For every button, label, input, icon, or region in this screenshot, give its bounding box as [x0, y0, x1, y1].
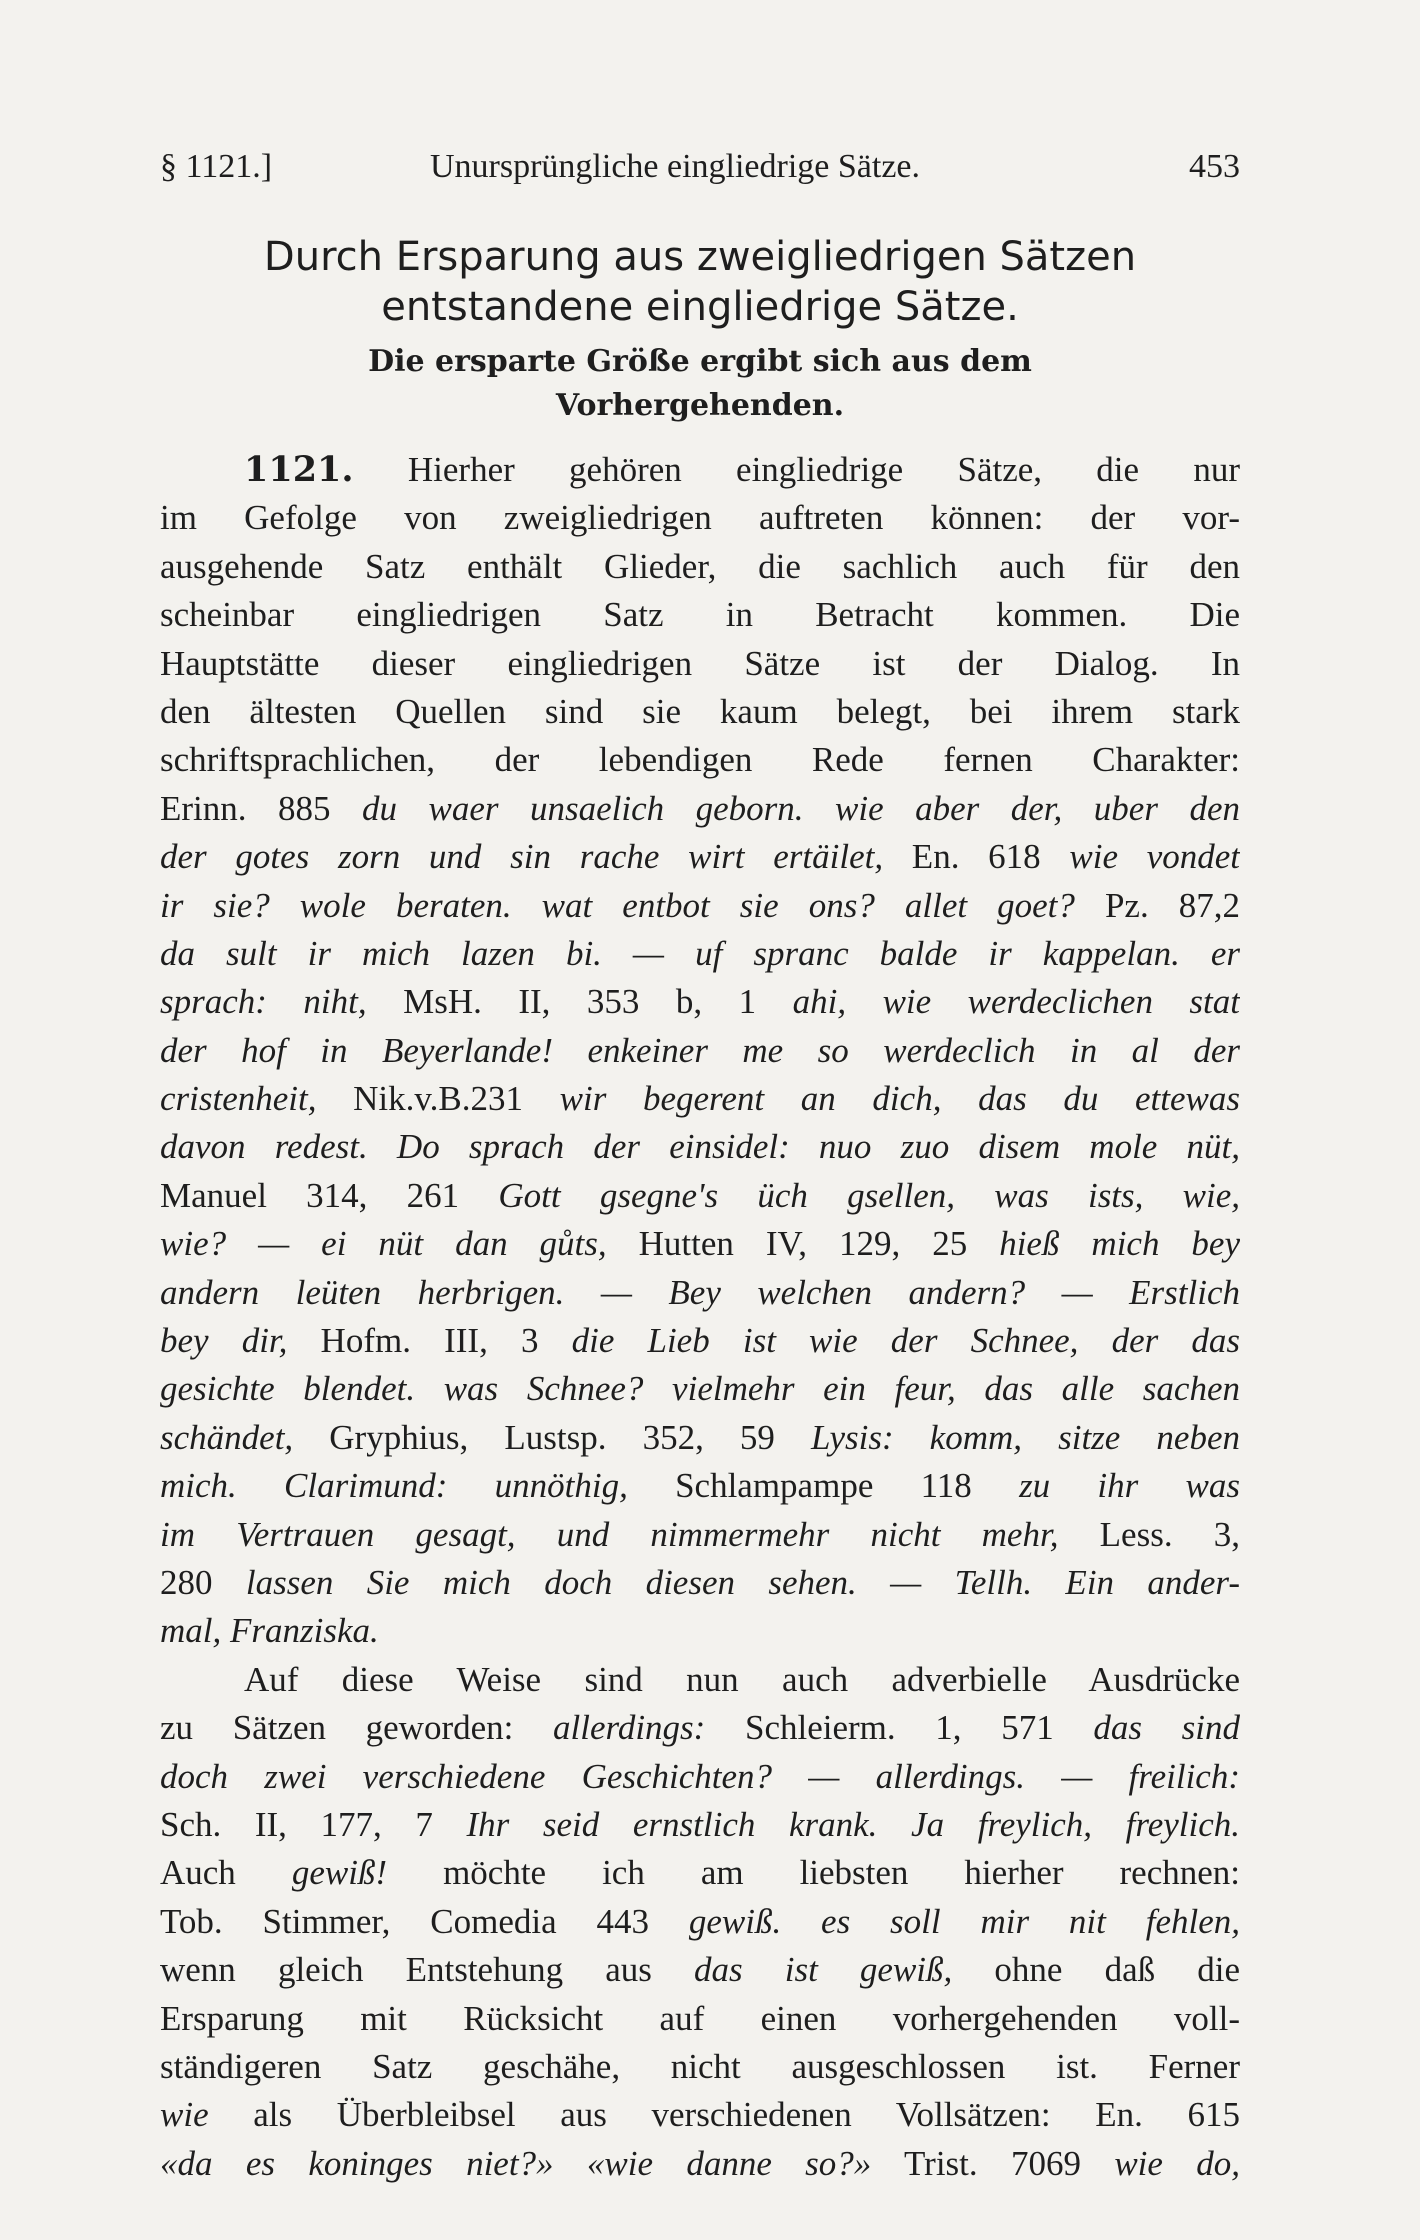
text-line: Ersparung mit Rücksicht auf einen vorhergehenden voll-: [160, 1998, 1240, 2038]
text-line: der gotes zorn und sin rache wirt ertäilet, En. 618 wie vondet: [160, 837, 1240, 877]
text-line: mal, Franziska.: [160, 1611, 379, 1651]
text-line: Sch. II, 177, 7 Ihr seid ernstlich krank. Ja freylich, freylich.: [160, 1804, 1240, 1844]
text-line: zu Sätzen geworden: allerdings: Schleierm. 1, 571 das sind: [160, 1708, 1240, 1748]
text-line: scheinbar eingliedrigen Satz in Betracht kommen. Die: [160, 595, 1240, 635]
text-line: «da es koninges niet?» «wie danne so?» Trist. 7069 wie do,: [160, 2143, 1240, 2183]
text-line: Hauptstätte dieser eingliedrigen Sätze ist der Dialog. In: [160, 643, 1240, 683]
text-line: ir sie? wole beraten. wat entbot sie ons? allet goet? Pz. 87,2: [160, 885, 1240, 925]
text-line: im Vertrauen gesagt, und nimmermehr nicht mehr, Less. 3,: [160, 1514, 1240, 1554]
text-line: wie? — ei nüt dan gůts, Hutten IV, 129, 25 hieß mich bey: [160, 1224, 1240, 1264]
text-line: wie als Überbleibsel aus verschiedenen Vollsätzen: En. 615: [160, 2095, 1240, 2135]
section-subtitle: [160, 340, 1240, 428]
text-line: der hof in Beyerlande! enkeiner me so werdeclich in al der: [160, 1030, 1240, 1070]
text-line: davon redest. Do sprach der einsidel: nuo zuo disem mole nüt,: [160, 1127, 1240, 1167]
text-line: schändet, Gryphius, Lustsp. 352, 59 Lysis: komm, sitze neben: [160, 1417, 1240, 1457]
text-line: ausgehende Satz enthält Glieder, die sachlich auch für den: [160, 546, 1240, 586]
text-line: sprach: niht, MsH. II, 353 b, 1 ahi, wie werdeclichen stat: [160, 982, 1240, 1022]
text-line: ständigeren Satz geschähe, nicht ausgeschlossen ist. Ferner: [160, 2046, 1240, 2086]
header-running-title: Unursprüngliche eingliedrige Sätze.: [430, 148, 921, 185]
text-line: 280 lassen Sie mich doch diesen sehen. — Tellh. Ein ander-: [160, 1562, 1240, 1602]
text-line: mich. Clarimund: unnöthig, Schlampampe 118 zu ihr was: [160, 1466, 1240, 1506]
title-line-1: Durch Ersparung aus zweigliedrigen Sätzen: [263, 234, 1137, 280]
header-section-ref: § 1121.]: [160, 148, 273, 185]
section-title: [160, 232, 1240, 332]
text-line: doch zwei verschiedene Geschichten? — allerdings. — freilich:: [160, 1756, 1240, 1796]
text-line: den ältesten Quellen sind sie kaum belegt, bei ihrem stark: [160, 691, 1240, 731]
paragraph-number: 1121.: [244, 449, 354, 490]
text-line: im Gefolge von zweigliedrigen auftreten können: der vor-: [160, 498, 1240, 538]
subtitle-line-2: Vorhergehenden.: [555, 388, 845, 423]
text-line: wenn gleich Entstehung aus das ist gewiß, ohne daß die: [160, 1950, 1240, 1990]
text-line: cristenheit, Nik.v.B.231 wir begerent an dich, das du ettewas: [160, 1079, 1240, 1119]
body-text: [160, 446, 1240, 2188]
text-line: Erinn. 885 du waer unsaelich geborn. wie aber der, uber den: [160, 788, 1240, 828]
text-line: andern leüten herbrigen. — Bey welchen andern? — Erstlich: [160, 1272, 1240, 1312]
text-line: da sult ir mich lazen bi. — uf spranc balde ir kappelan. er: [160, 933, 1240, 973]
text-line: Tob. Stimmer, Comedia 443 gewiß. es soll mir nit fehlen,: [160, 1901, 1240, 1941]
text-line: Manuel 314, 261 Gott gsegne's üch gsellen, was ists, wie,: [160, 1175, 1240, 1215]
text-line: Auch gewiß! möchte ich am liebsten hierher rechnen:: [160, 1853, 1240, 1893]
subtitle-line-1: Die ersparte Größe ergibt sich aus dem: [368, 344, 1032, 379]
header-page-number: 453: [1189, 148, 1240, 185]
text-line: schriftsprachlichen, der lebendigen Rede fernen Charakter:: [160, 740, 1240, 780]
page-header: [160, 148, 1240, 208]
text-line: bey dir, Hofm. III, 3 die Lieb ist wie der Schnee, der das: [160, 1321, 1240, 1361]
text-line: gesichte blendet. was Schnee? vielmehr ein feur, das alle sachen: [160, 1369, 1240, 1409]
text-line: Auf diese Weise sind nun auch adverbielle Ausdrücke: [244, 1659, 1240, 1699]
title-line-2: entstandene eingliedrige Sätze.: [381, 284, 1019, 330]
text-line: 1121. Hierher gehören eingliedrige Sätze, die nur: [244, 449, 1240, 490]
